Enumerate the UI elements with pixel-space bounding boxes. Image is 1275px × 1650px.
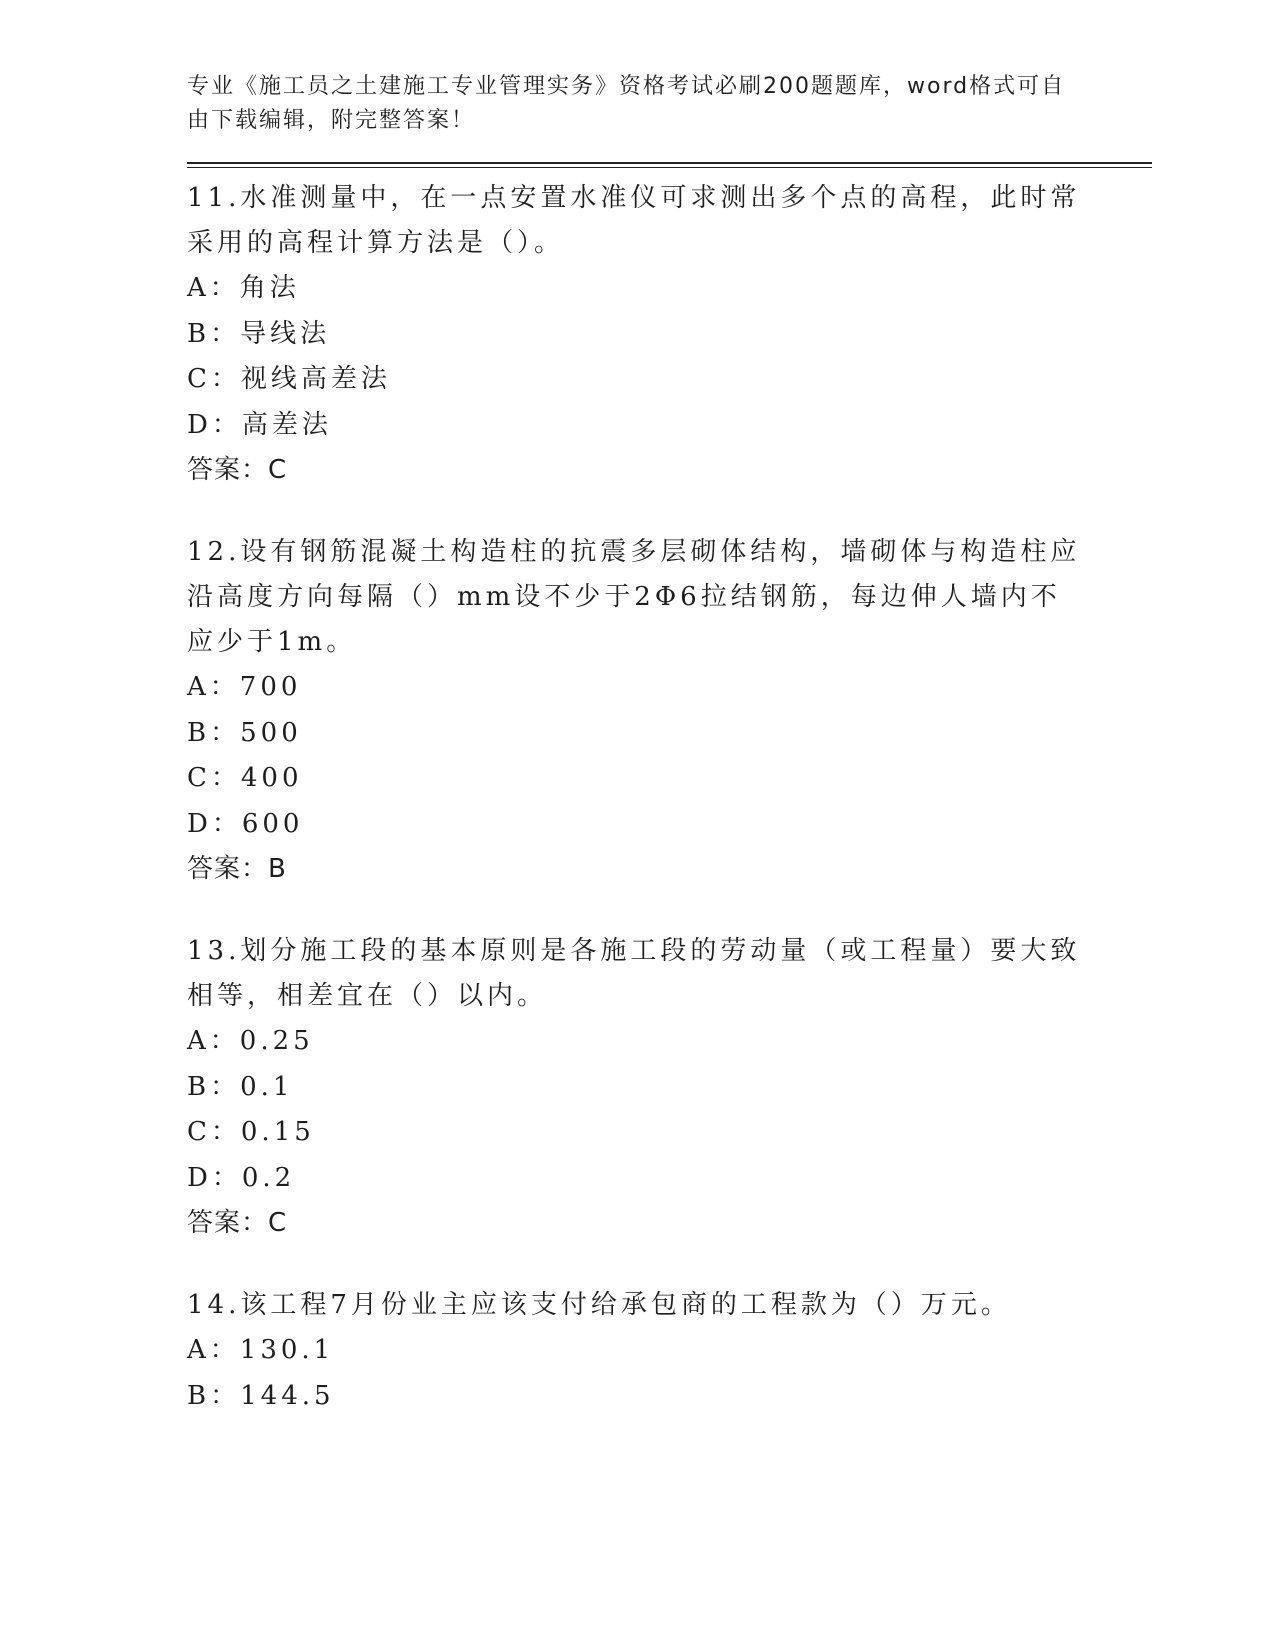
option-a: A：700 [187, 672, 302, 702]
option-d: D：高差法 [187, 409, 332, 440]
question-stem: 13.划分施工段的基本原则是各施工段的劳动量（或工程量）要大致相等，相差宜在（）以内。 [187, 936, 1081, 1011]
document-header: 专业《施工员之土建施工专业管理实务》资格考试必刷200题题库，word格式可自由下载编辑，附完整答案！ [187, 74, 1066, 133]
option-b: B：144.5 [187, 1380, 335, 1411]
question-11 [187, 176, 1147, 492]
option-c: C：视线高差法 [187, 364, 391, 394]
question-stem: 11.水准测量中，在一点安置水准仪可求测出多个点的高程，此时常采用的高程计算方法是（）。 [187, 183, 1081, 258]
question-stem: 12.设有钢筋混凝土构造柱的抗震多层砌体结构，墙砌体与构造柱应沿高度方向每隔（）mm设不少于2Φ6拉结钢筋，每边伸人墙内不应少于1m。 [187, 537, 1081, 657]
option-d: D：600 [187, 808, 304, 839]
option-d: D：0.2 [187, 1162, 296, 1193]
option-c: C：400 [187, 763, 303, 793]
question-list [187, 176, 1147, 1419]
answer-line: 答案：C [187, 1208, 288, 1238]
option-c: C：0.15 [187, 1117, 315, 1147]
question-14 [187, 1283, 1147, 1419]
answer-line: 答案：B [187, 854, 287, 884]
document-page [187, 70, 1147, 1457]
option-b: B：导线法 [187, 318, 331, 349]
option-a: A：0.25 [187, 1026, 314, 1056]
question-12 [187, 530, 1147, 891]
option-b: B：500 [187, 717, 302, 748]
question-stem: 14.该工程7月份业主应该支付给承包商的工程款为（）万元。 [187, 1290, 1011, 1320]
answer-line: 答案：C [187, 455, 288, 485]
option-a: A：130.1 [187, 1335, 335, 1365]
option-a: A：角法 [187, 273, 300, 303]
header-divider [187, 162, 1152, 168]
option-b: B：0.1 [187, 1071, 294, 1102]
question-13 [187, 929, 1147, 1245]
